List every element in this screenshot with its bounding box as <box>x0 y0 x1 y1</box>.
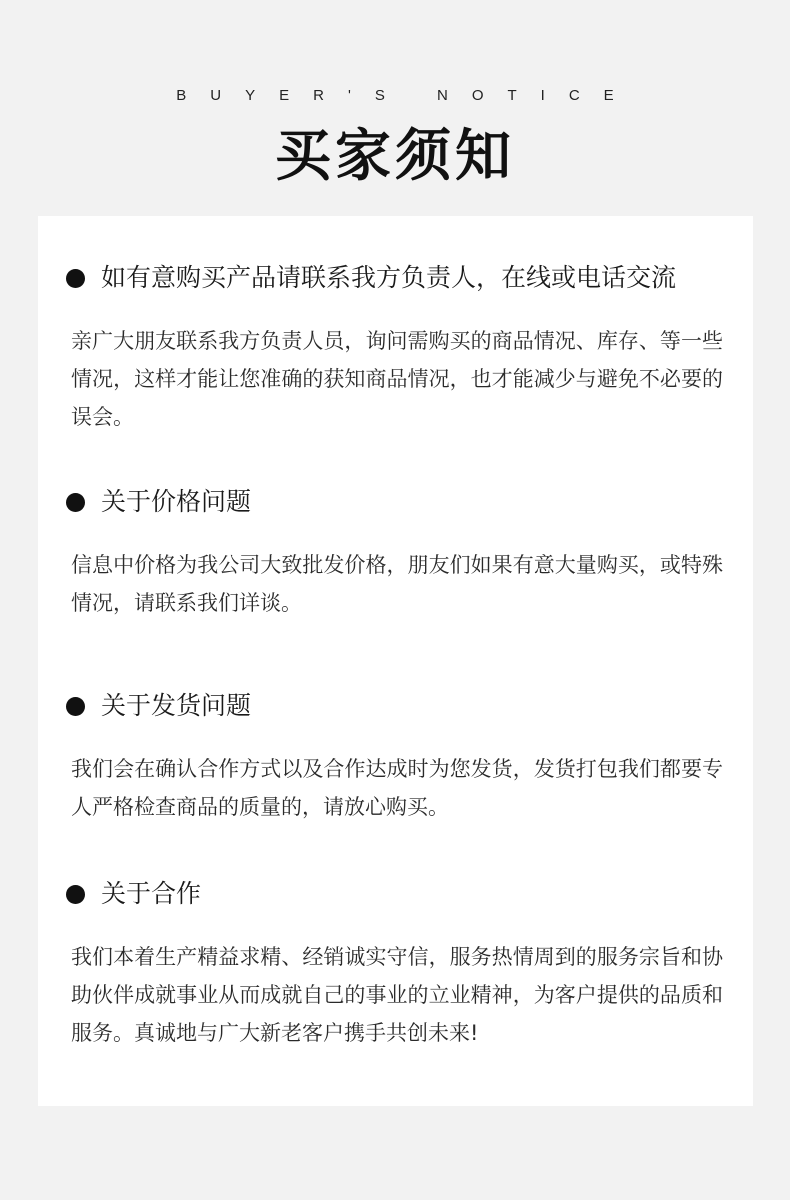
bullet-dot-icon <box>66 885 85 904</box>
section-body-text: 我们会在确认合作方式以及合作达成时为您发货，发货打包我们都要专人严格检查商品的质量的，请放心购买。 <box>71 757 723 819</box>
notice-section-shipping <box>38 688 753 826</box>
notice-section-cooperation <box>38 876 753 1052</box>
bullet-dot-icon <box>66 493 85 512</box>
section-heading <box>66 876 753 912</box>
section-heading <box>66 688 753 724</box>
section-body-text: 我们本着生产精益求精、经销诚实守信，服务热情周到的服务宗旨和协助伙伴成就事业从而成就自己的事业的立业精神，为客户提供的品质和服务。真诚地与广大新老客户携手共创未来! <box>71 945 723 1045</box>
bullet-dot-icon <box>66 697 85 716</box>
section-heading <box>66 484 753 520</box>
section-heading-text: 如有意购买产品请联系我方负责人，在线或电话交流 <box>101 263 677 292</box>
section-heading-text: 关于价格问题 <box>101 487 252 516</box>
section-heading-text: 关于合作 <box>101 879 202 908</box>
notice-subtitle: BUYER'S NOTICE <box>176 87 638 104</box>
notice-section-contact <box>38 260 753 436</box>
section-body-text: 信息中价格为我公司大致批发价格，朋友们如果有意大量购买，或特殊情况，请联系我们详谈。 <box>71 553 723 615</box>
section-heading <box>66 260 753 296</box>
notice-section-price <box>38 484 753 622</box>
section-body-text: 亲广大朋友联系我方负责人员，询问需购买的商品情况、库存、等一些情况，这样才能让您准确的获知商品情况，也才能减少与避免不必要的误会。 <box>71 329 723 429</box>
notice-card <box>38 216 753 1106</box>
bullet-dot-icon <box>66 269 85 288</box>
page-title: 买家须知 <box>275 124 515 189</box>
section-heading-text: 关于发货问题 <box>101 691 252 720</box>
